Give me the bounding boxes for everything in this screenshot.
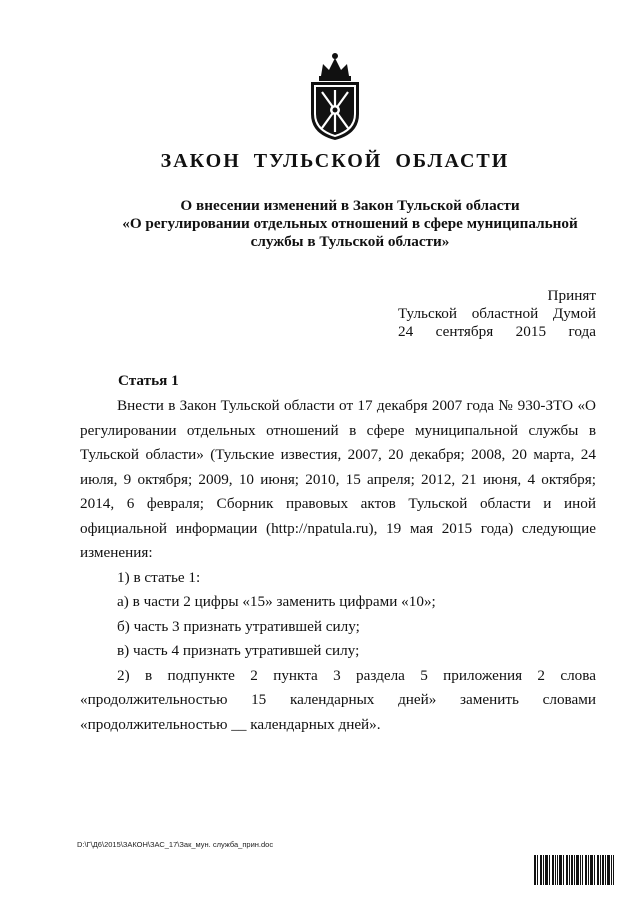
barcode-icon xyxy=(534,855,614,885)
subtitle-line: службы в Тульской области» xyxy=(250,233,450,250)
article-intro: Внести в Закон Тульской области от 17 декабря 2007 года № 930-ЗТО «О регулировании отдельных отношений в сфере муниципальной службы в Тульской области» (Тульские известия, 2007, 20 декабря; 2008, 20 марта, 24 июля, 9 октября; 2009, 10 июня; 2010, 15 апреля; 2012, 21 июня, 4 октября; 2014, 6 февраля; Сборник правовых актов Тульской области и иной официальной информации (http://npatula.ru), 19 мая 2015 года) следующие изменения: xyxy=(80,397,596,561)
list-item: а) в части 2 цифры «15» заменить цифрами «10»; xyxy=(117,593,436,610)
list-item: 1) в статье 1: xyxy=(117,568,201,586)
adoption-line: Тульской областной Думой xyxy=(398,305,596,322)
law-subtitle xyxy=(90,197,610,251)
article-body xyxy=(80,394,596,737)
law-title: ЗАКОН ТУЛЬСКОЙ ОБЛАСТИ xyxy=(160,150,510,172)
file-path: D:\Г\Д6\2015\ЗАКОН\ЗАС_17\Зак_мун. служба_прин.doc xyxy=(77,840,274,849)
adoption-block xyxy=(398,287,596,341)
adoption-date: 24 сентября 2015 года xyxy=(398,323,596,340)
subtitle-line: О внесении изменений в Закон Тульской области xyxy=(180,197,520,214)
list-item-continued: «продолжительностью 15 календарных дней» заменить словами xyxy=(80,691,596,708)
list-item: 2) в подпункте 2 пункта 3 раздела 5 приложения 2 слова xyxy=(117,666,596,684)
subtitle-line: «О регулировании отдельных отношений в сфере муниципальной xyxy=(122,215,578,232)
adoption-line: Принят xyxy=(547,287,596,304)
tula-coat-of-arms-icon xyxy=(303,52,367,142)
list-item: в) часть 4 признать утратившей силу; xyxy=(117,642,360,659)
article-heading: Статья 1 xyxy=(118,372,179,389)
list-item-continued: «продолжительностью __ календарных дней». xyxy=(80,715,381,733)
list-item: б) часть 3 признать утратившей силу; xyxy=(117,617,360,635)
